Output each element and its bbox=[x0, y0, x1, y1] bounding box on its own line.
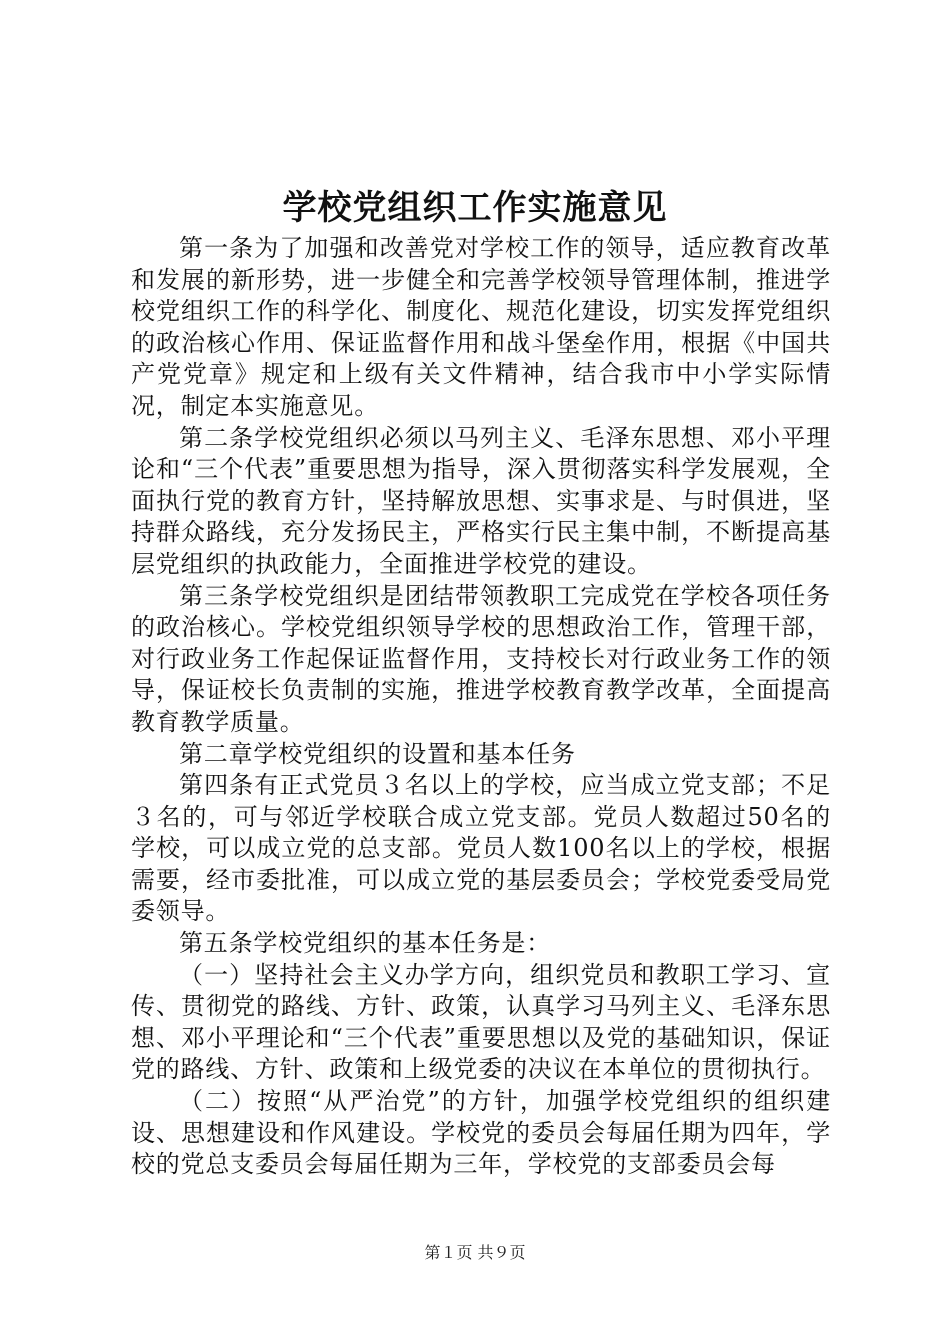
article-3-paragraph: 第三条学校党组织是团结带领教职工完成党在学校各项任务的政治核心。学校党组织领导学校的思想政治工作，管理干部，对行政业务工作起保证监督作用，支持校长对行政业务工作的领导，保证校长负责制的实施，推进学校教育教学改革，全面提高教育教学质量。 bbox=[131, 581, 831, 736]
article-4-paragraph: 第四条有正式党员３名以上的学校，应当成立党支部；不足３名的，可与邻近学校联合成立党支部。党员人数超过50名的学校，可以成立党的总支部。党员人数100名以上的学校，根据需要，经市委批准，可以成立党的基层委员会；学校党委受局党委领导。 bbox=[131, 771, 831, 926]
document-body bbox=[131, 233, 831, 1181]
task-2-paragraph: （二）按照“从严治党”的方针，加强学校党组织的组织建设、思想建设和作风建设。学校党的委员会每届任期为四年，学校的党总支委员会每届任期为三年，学校党的支部委员会每 bbox=[131, 1087, 831, 1179]
article-1-paragraph: 第一条为了加强和改善党对学校工作的领导，适应教育改革和发展的新形势，进一步健全和完善学校领导管理体制，推进学校党组织工作的科学化、制度化、规范化建设，切实发挥党组织的政治核心作用、保证监督作用和战斗堡垒作用，根据《中国共产党党章》规定和上级有关文件精神，结合我市中小学实际情况，制定本实施意见。 bbox=[131, 234, 831, 420]
document-title: 学校党组织工作实施意见 bbox=[282, 188, 668, 228]
article-5-paragraph: 第五条学校党组织的基本任务是： bbox=[179, 929, 551, 958]
article-2-paragraph: 第二条学校党组织必须以马列主义、毛泽东思想、邓小平理论和“三个代表”重要思想为指导，深入贯彻落实科学发展观，全面执行党的教育方针，坚持解放思想、实事求是、与时俱进，坚持群众路线，充分发扬民主，严格实行民主集中制，不断提高基层党组织的执政能力，全面推进学校党的建设。 bbox=[131, 423, 831, 578]
task-1-paragraph: （一）坚持社会主义办学方向，组织党员和教职工学习、宣传、贯彻党的路线、方针、政策，认真学习马列主义、毛泽东思想、邓小平理论和“三个代表”重要思想以及党的基础知识，保证党的路线、方针、政策和上级党委的决议在本单位的贯彻执行。 bbox=[131, 960, 831, 1084]
chapter-2-heading: 第二章学校党组织的设置和基本任务 bbox=[179, 739, 576, 768]
page-number-footer: 第１页 共９页 bbox=[424, 1243, 526, 1262]
